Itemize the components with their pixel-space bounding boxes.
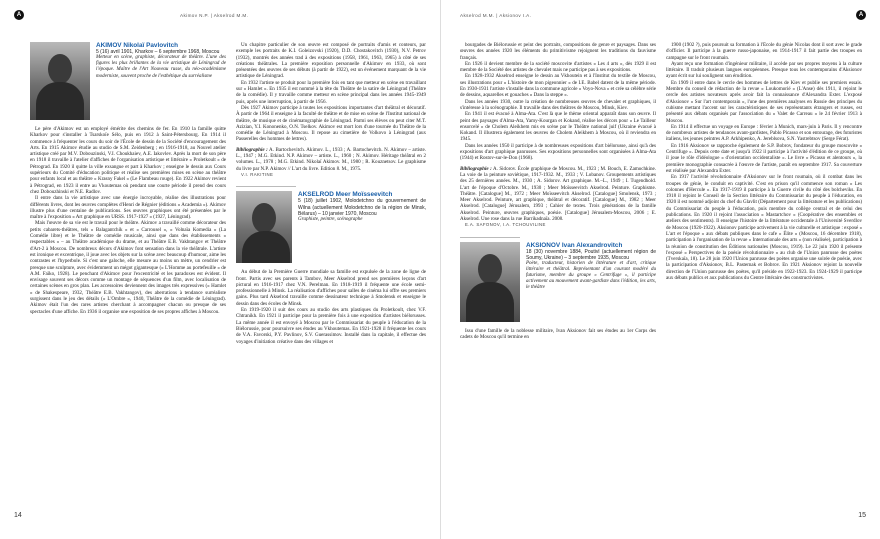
column-left-1: [30, 42, 226, 510]
paragraph: Issu d'une famille de la noblesse militaire, Ivan Aksionov fait ses études au 1er Corps des cadets de Moscou qu'il termine en: [460, 327, 656, 340]
paragraph: bourgades de Biélorussie et peint des portraits, compositions de genre et paysages. Dans ses œuvres des années 1920 les éléments du primitivisme rejoignent les traditions du fauvisme français.: [460, 42, 656, 61]
page-number: 15: [858, 512, 866, 519]
portrait-akselrod: [236, 191, 292, 263]
paragraph: 1900 (1902 ?), puis poursuit sa formation à l'École du génie Nicolas dont il sort avec le grade d'officier. Il participe à la guerre russo-japonaise, en 1914-1917 il fait partie des troupes en campagne sur le front roumain.: [666, 42, 862, 61]
running-head: Akimov N.P. | Akselrod M.M.: [180, 13, 249, 18]
author-signature: E.A. SAFONOV, I.A. TCHOUVILINE: [465, 222, 546, 228]
bibliography-label: Bibliographie :: [460, 165, 492, 172]
column-right-1: [460, 42, 656, 510]
entry-akimov-header: [30, 42, 226, 120]
paragraph: En 1928-1932 Akselrod enseigne le dessin au Vkhoutein et à l'Institut du textile de Moscou, ses illustrations pour « L'histoire de mon pigeonnier » de I.E. Babel datent de la même période. En 1930-1931 l'artiste s'installe dans la commune agricole « Voyo-Nova » et crée sa célèbre série de dessins, aquarelles et gouaches « Dans la steppe ».: [460, 73, 656, 99]
paragraph: En 1916 Aksionov se rapproche également de S.P. Bobrov, fondateur du groupe moscovite « Centrifuge ». Depuis cette date et jusqu'à 1922 il participe à l'activité d'édition de ce groupe, où il joue le rôle d'idéologue « d'orientation occidentaliste ». Le livre « Picasso et alentours », la première monographie consacrée à l'œuvre de l'artiste, paraît en septembre 1917. Sa couverture est réalisée par Alexandra Exter.: [666, 142, 862, 174]
paragraph: En 1914 il effectue un voyage en Europe : février à Munich, mars-juin à Paris. Il y rencontre de nombreux artistes de tendances avant-gardistes, Pablo Picasso et son entourage, des futuristes italiens, les jeunes peintres A.P. Arkhipenko, A. Jereblsova, S.N. Yastrebtsov (Serge Férat).: [666, 123, 862, 143]
paragraph: En 1926 il devient membre de la société moscovite d'artistes « Les 4 arts », dès 1929 il est membre de la Société des artistes de chevalet mais ne participe pas à ses expositions.: [460, 60, 656, 74]
entry-dates: 5 (18) juillet 1902, Molodetchno du gouvernement de Wilna (actuellement Molodetchno de la région de Minsk, Bélarus) – 10 janvier 1970, Moscou: [298, 198, 426, 217]
portrait-aksionov: [460, 242, 520, 322]
paragraph: En 1932 l'artiste se produit pour la première fois en tant que metteur en scène en travaillant sur « Hamlet ». En 1935 il est nommé à la tête du Théâtre de la satire de Léningrad (Théâtre de la comédie). Il y travaille comme metteur en scène principal dans les années 1945-1949 puis, après une interruption, à partir de 1956.: [236, 79, 426, 105]
paragraph: Dès 1927 Akimov participe à toutes les expositions importantes d'art théâtral et décoratif. À partir de 1964 il enseigne à la faculté de théâtre et de mise en scène de l'Institut national de théâtre, de musique et de cinématographie de Léningrad. Parmi ses élèves on peut citer M.T. Azizian, Y.I. Kononenko, O.N. Tselkov. Akimov est mort lors d'une tournée du Théâtre de la comédie de Léningrad à Moscou. Il repose au cimetière de Volkovo à Léningrad (aux Passerelles des hommes de lettres).: [236, 104, 426, 143]
paragraph: Ayant reçu une formation d'ingénieur militaire, il accède par ses propres moyens à la culture littéraire. Il traduit plusieurs langues européennes. Presque tous les contemporains d'Aksionov ayant écrit sur lui soulignent son érudition.: [666, 60, 862, 80]
entry-akselrod-header: [236, 191, 426, 263]
entry-description: Metteur en scène, graphiste, décorateur de théâtre. L'une des figures les plus brillantes de la vie artistique de Léningrad de l'époque. Maître de l'Art Nouveau russe, du néo-académisme moderniste, souvent proche de l'esthétique du surréalisme: [96, 55, 226, 79]
portrait-akimov: [30, 42, 90, 120]
entry-name: AKSELROD Meer Moïsseevitch: [298, 191, 393, 199]
running-head: Akselrod M.M. | Aksionov I.A.: [460, 13, 532, 18]
entry-name: AKIMOV Nikolaï Pavlovitch: [96, 42, 179, 49]
paragraph: Il entre dans la vie artistique avec une énergie incroyable, réalise des illustrations pour différents livres, dont les œuvres complètes d'Henri de Régnier (éditions « Academia »). Akimov illustre plus d'une centaine de publications. Ses œuvres graphiques ont été présentées par le maître à l'exposition « Art graphique en URSS. 1917-1927 » (1927, Léningrad).: [30, 195, 226, 221]
entry-description: Graphiste, peintre, scénographe: [298, 216, 363, 222]
entry-name: AKSIONOV Ivan Alexandrovitch: [526, 241, 623, 249]
paragraph: En 1919-1920 il suit des cours au studio des arts plastiques du Proletkoult, chez V.F. Chtranikh. En 1921 il participe pour la première fois à une exposition d'artistes biélorusses. La même année il est envoyé à Moscou par le Commissariat du peuple à l'éducation de la Biélorussie, pour poursuivre ses études au Vkhoutemas. En 1921-1928 il fréquente les cours de V.A. Favorski, P.Y. Pavlinov, S.V. Guerassimov. Installé dans la capitale, il effectue des voyages d'initiation créative dans des villages et: [236, 307, 426, 345]
paragraph: Dans les années 1930, outre la création de nombreuses œuvres de chevalet et graphiques, il s'intéresse à la scénographie. Il travaille dans des théâtres de Moscou, Minsk, Kiev.: [460, 98, 656, 111]
bibliography: [460, 166, 656, 223]
paragraph: En 1941 il est évacué à Alma-Ata. C'est là que le thème oriental apparaît dans son œuvre. Il peint des paysages d'Alma-Ata, Yamy-Kourgan et Kokand, réalise les décors pour « Le Tailleur ensorcelé » de Cholem Aleikhem mis en scène par le Théâtre national juif (Ukraine évacué à Kokand. Il illustrera également les œuvres de Cholem Aleikhem à Moscou, où il reviendra en 1945.: [460, 111, 656, 143]
entry-description: Poète, traducteur, historien de littérature et d'art, critique littéraire et théâtral. Représentant d'un courant modéré du futurisme, membre du groupe « Centrifuge », il participe activement au mouvement avant-gardiste dans l'édition, les arts, le théâtre: [526, 261, 656, 291]
paragraph: Le père d'Akimov est un employé émérite des chemins de fer. En 1910 la famille quitte Kharkov pour s'installer à Tsarskoïe Sélo, puis en 1912 à Saint-Pétersbourg. En 1914 il commence à fréquenter les cours du soir de l'École de dessin de la Société d'encouragement des Arts. En 1915 Akimov étudie au studio de S.M. Zeidenberg ; en 1916-1918, au Nouvel atelier artistique créé par M.V. Dobouzinski, V.I. Choukhaiev, A.E. Iakovlev. Après la mort de son père en 1918 il travaille à l'atelier d'affiches de l'organisation artistique et littéraire « Proletkoult » de Pétrograd. En 1920 il quitte la ville exsangue et part à Kharkov ; enseigne le dessin aux Cours supérieurs du Comité d'éducation politique et réalise ses premières mises en scène au théâtre pour enfants local et au théâtre « Krasny Fakel » (Le Flambeau rouge). En 1922 Akimov revient à Pétrograd, en 1923 il entre au Vkoutemas où pendant une courte période il prend des cours chez Dobouzhinski et N.E. Radlov.: [30, 126, 226, 195]
right-page: [440, 0, 880, 539]
column-left-2: [236, 42, 426, 510]
paragraph: Dans les années 1950 il participe à de nombreuses expositions d'art biélorusse, ainsi qu'à des expositions d'art graphique panrusses. Ses expositions personnelles sont organisées à Alma-Ata (1944) et Rostov-sur-le-Don (1968).: [460, 142, 656, 162]
paragraph: Mais l'œuvre de sa vie est le travail pour le théâtre. Akimov a travaillé comme décorateur des petits cabarets-théâtres, tels « Balagantchik » et « Carrousel », « Volnaïa Komedia » (La Comédie libre) et le Théâtre de comédie musicale, ainsi que dans des établissements « respectables » – au Théâtre académique du drame, et au Théâtre E.B. Vakhtangov et Théâtre d'Art-2 à Moscou. De nombreux décors d'Akimov font sensation dans la vie théâtrale. L'artiste est ironique et excentrique, il joue avec les objets sur la scène avec beaucoup d'humour, aime les contrastes et l'hyperbole. Si c'est une galoche, elle mesure au moins un mètre, un cendrier est presque une sculpture, avec évidemment un mégot gigantesque (« L'Homme au portefeuille » de A.M. Faïko, 1928). Le penchant d'Akimov pour l'excentricité et les paradoxes est évident. Il envisage souvent ses décors comme un montage de séquences d'un film, avec localisation de certaines scènes en gros plan. Les accessoires deviennent des images très expressives (« Hamlet » de Shakespeare, 1932, Théâtre E.B. Vakhtangov), des aberrations à tendance surréaliste surgissent dans le jeu des détails (« L'Ombre », 1940, Théâtre de la comédie de Léningrad). Akimov était l'un des rares artistes cherchant à accompagner chacun ou presque de ses spectacles d'une affiche. En 1936 il organise une exposition de ses propres affiches à Moscou.: [30, 220, 226, 315]
entry-aksionov-header: [460, 242, 656, 322]
bibliography: [236, 147, 426, 172]
entry-dates: 18 (30) novembre 1884, Poutivl (actuellement région de Soumy, Ukraine) – 3 septembre 1935, Moscou: [526, 248, 656, 261]
paragraph: Au début de la Première Guerre mondiale sa famille est expulsée de la zone de ligne de front. Partis avec ses parents à Tambov, Meer Akselrod prend ses premières leçons d'art pictural en 1916-1917 chez V.N. Perelman. En 1918-1919 il fréquente une école semi-professionnelle à Minsk. La réalisation d'affiches pour salles de cinéma lui offre ses premiers gains. Plus tard Akselrod travaille comme dessinateur technique à Smolensk et enseigne le dessin dans des écoles de Minsk.: [236, 269, 426, 307]
bibliography-text: A. Sidorov. École graphique de Moscou. M., 1923 ; M. Bouch, E. Zamochkine. La voie de la peinture soviétique, 1917-1932. M., 1933 ; V. Lobanov. Groupements artistiques des 25 dernières années. M., 1930 ; A. Sidorov. Art graphique. M.–L., 1949 ; I. Tugendhold. L'art de l'époque d'Octobre. M., 1930 ; Meer Moïsseevitch Akselrod. Peinture. Graphisme. Théâtre. [Catalogue] M., 1972 ; Meer Moïsseevitch Akselrod. [Catalogue] Smolensk, 1973 ; Meer Akselrod. Peinture, art graphique, théâtral et décoratif. [Catalogue] M., 1982 ; Meer Akselrod. [Catalogue] Jérusalem, 1993 ; Cahier de textes. Trois générations de la famille Akselrod. Peinture, œuvres graphiques, poésie. [Catalogue] Jérusalem-Moscou, 2006 ; E. Akselrod. Une rose dans la rue Barrikadnaïa. 2008.: [460, 165, 656, 223]
letter-badge: A: [14, 10, 24, 20]
page-number: 14: [14, 512, 22, 519]
paragraph: En 1909 il entre dans le cercle des hommes de lettres de Kiev et publie ses premiers essais. Membre du conseil de rédaction de la revue « Loukomorié » (L'Anse) dès 1911, il rejoint le cercle des artistes novateurs après avoir fait la connaissance d'Alexandra Exter. L'exposé d'Aksionov « Sur l'art contemporain », l'une des premières analyses en Russie des principes du cubisme mettant l'accent sur les caractéristiques de ses représentants étrangers et russes, est présenté aux débats organisés par l'association du « Valet de Carreau » le 24 février 1913 à Moscou.: [666, 79, 862, 124]
paragraph: Un chapitre particulier de son œuvre est composé de portraits d'amis et conteurs, par exemple les portraits de K.I. Goleizovski (1920), D.D. Chostakovitch (1930), N.V. Petrov (1932), montrés des années trad à des expositions (1958, 1961, 1963, 1965) à côté de ses créations théâtrales. La première exposition personnelle d'Akimov en 1933, où sont présentées des œuvres de ses débuts (à partir de 1922), est un événement marquant de la vie artistique de Léningrad.: [236, 42, 426, 80]
author-signature: V.I. RAKITINE: [241, 171, 274, 177]
letter-badge: A: [856, 10, 866, 20]
bibliography-label: Bibliographie :: [236, 146, 268, 153]
entry-dates: 5 (16) avril 1901, Kharkov – 6 septembre 1968, Moscou: [96, 49, 220, 56]
column-right-2: [666, 42, 862, 510]
paragraph: En 1917 l'activité révolutionnaire d'Aksionov sur le front roumain, où il combat dans les troupes de génie, le conduit en captivité. C'est en prison qu'il commence son roman « Les colonnes d'Hercule ». En 1917-1919 il participe à la Guerre civile du côté des bolcheviks. En 1918 il rejoint le Conseil de la Section littéraire du Commissariat du peuple à l'éducation, en 1920 il est nommé adjoint du chef du Glavlit (Département pour la littérature et les publications) du Commissariat du peuple à l'éducation, puis membre du collège central et de celui des publications. En 1920 il rejoint l'association « Mastartchov » (Coopérative des ensembles et ateliers des sentiments). Il enseigne l'histoire de la littérature occidentale à l'Université Sverdlov de Moscou (1920-1922). Aksionov participe activement à la vie culturelle et artistique : exposé « L'art et l'époque » aux débats publiques dans le cafe « Élite » (Moscou, 16 décembre 1918), participation à l'organisation de la revue « Internationale des arts » (non réalisée), participation à la réunion de constitution des Éditions nationales (Moscou, 1919). Le 22 juin 1920 il présente l'exposé « Perspectives de la poésie révolutionnaire » au club de l'Union panrusse des poètes (Tverskaïa, 18). Le 28 juin 1920 l'Union panrusse des poètes organise une soirée de poésie, avec la participation d'Aksionov, B.L. Pasternak et Bobrov. En 1921 Aksionov rejoint la nouvelle direction de l'Union panrusse des poètes, qu'il préside en 1922-1923. En 1924-1929 il participe aux débats publics et aux publications du Centre littéraire des constructivistes.: [666, 174, 862, 281]
bibliography-text: A. Bartochevitch. Akimov. L., 1933 ; A. Bartochevitch. N. Akimov – artiste. L., 1947 ; M.G. Etkind. N.P. Akimov – artiste. L., 1960 ; N. Akimov. Héritage théâtral en 2 volumes. L., 1978 ; M.G. Etkind. Nikolaï Akimov. M., 1980 ; R. Kouznetsov. Le graphisme du livre par N.P. Akimov // L'art du livre. Edition 8. M., 1975.: [236, 146, 426, 172]
